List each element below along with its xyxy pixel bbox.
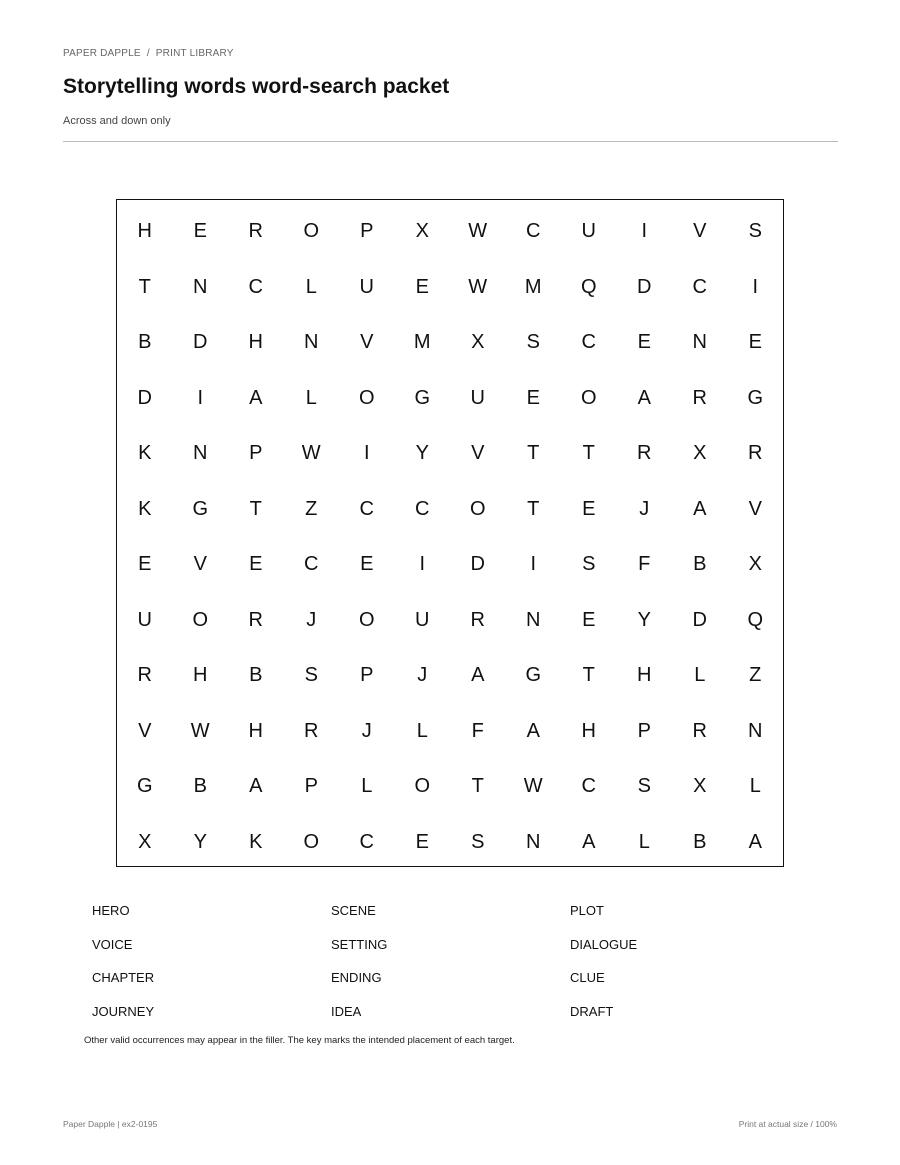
grid-cell: Y xyxy=(193,830,207,853)
word-list-item: CHAPTER xyxy=(92,970,155,985)
grid-cell: E xyxy=(415,275,429,298)
grid-cell: R xyxy=(304,719,319,742)
grid-cell: W xyxy=(190,719,210,742)
grid-cell: D xyxy=(470,553,485,576)
grid-cell: O xyxy=(469,497,486,520)
grid-cell: W xyxy=(301,442,321,465)
grid-cell: H xyxy=(248,331,263,354)
grid-cell: X xyxy=(471,331,485,354)
grid-cell: S xyxy=(748,220,762,243)
grid-cell: C xyxy=(581,331,596,354)
grid-cell: H xyxy=(581,719,596,742)
grid-cell: U xyxy=(137,608,152,631)
grid-cell: L xyxy=(749,775,761,798)
grid-cell: I xyxy=(197,386,204,409)
grid-cell: O xyxy=(580,386,597,409)
grid-cell: X xyxy=(138,830,152,853)
grid-cell: C xyxy=(526,220,541,243)
grid-cell: N xyxy=(193,442,208,465)
grid-cell: W xyxy=(523,775,543,798)
grid-cell: H xyxy=(637,664,652,687)
grid-cell: G xyxy=(525,664,542,687)
grid-cell: O xyxy=(192,608,209,631)
grid-cell: S xyxy=(582,553,596,576)
grid-cell: L xyxy=(416,719,428,742)
grid-cell: D xyxy=(193,331,208,354)
grid-cell: A xyxy=(748,830,762,853)
grid-cell: A xyxy=(249,386,263,409)
grid-cell: G xyxy=(136,775,153,798)
grid-cell: C xyxy=(248,275,263,298)
grid-cell: O xyxy=(303,220,320,243)
grid-cell: H xyxy=(248,719,263,742)
grid-cell: I xyxy=(530,553,537,576)
grid-cell: A xyxy=(249,775,263,798)
word-list-item: SCENE xyxy=(331,903,376,918)
grid-cell: E xyxy=(360,553,374,576)
word-list-item: PLOT xyxy=(570,903,604,918)
puzzle-note: Other valid occurrences may appear in the filler. The key marks the intended placement of each target. xyxy=(84,1035,515,1046)
word-list-item: ENDING xyxy=(331,970,382,985)
grid-cell: D xyxy=(692,608,707,631)
word-search-grid xyxy=(116,199,784,867)
grid-cell: A xyxy=(526,719,540,742)
grid-cell: Y xyxy=(637,608,651,631)
grid-cell: C xyxy=(359,497,374,520)
grid-cell: G xyxy=(414,386,431,409)
breadcrumb-section[interactable]: PRINT LIBRARY xyxy=(155,48,234,59)
grid-cell: O xyxy=(414,775,431,798)
grid-cell: W xyxy=(468,220,488,243)
grid-cell: B xyxy=(693,830,707,853)
grid-cell: Q xyxy=(580,275,597,298)
grid-cell: T xyxy=(582,664,595,687)
grid-cell: A xyxy=(582,830,596,853)
grid-cell: L xyxy=(361,775,373,798)
word-list-item: IDEA xyxy=(331,1003,362,1019)
grid-cell: I xyxy=(641,220,648,243)
grid-cell: E xyxy=(526,386,540,409)
grid-cell: S xyxy=(526,331,540,354)
grid-cell: R xyxy=(748,442,763,465)
grid-cell: F xyxy=(638,553,651,576)
grid-cell: C xyxy=(304,553,319,576)
grid-cell: E xyxy=(748,331,762,354)
grid-cell: E xyxy=(415,830,429,853)
word-list-item: DIALOGUE xyxy=(570,936,638,952)
grid-cell: J xyxy=(361,719,372,742)
grid-cell: O xyxy=(358,386,375,409)
grid-cell: C xyxy=(415,497,430,520)
grid-cell: N xyxy=(692,331,707,354)
breadcrumb xyxy=(63,48,234,59)
grid-cell: R xyxy=(692,719,707,742)
grid-cell: A xyxy=(637,386,651,409)
grid-cell: R xyxy=(248,608,263,631)
grid-cell: R xyxy=(470,608,485,631)
grid-cell: Z xyxy=(749,664,762,687)
page-subtitle: Across and down only xyxy=(63,115,171,127)
word-list xyxy=(92,903,812,1037)
grid-cell: O xyxy=(303,830,320,853)
grid-cell: N xyxy=(526,830,541,853)
grid-cell: P xyxy=(249,442,263,465)
grid-cell: K xyxy=(249,830,263,853)
grid-cell: V xyxy=(693,220,707,243)
grid-cell: B xyxy=(693,553,707,576)
grid-cell: H xyxy=(137,220,152,243)
grid-cell: R xyxy=(692,386,707,409)
grid-cell: X xyxy=(693,775,707,798)
grid-cell: L xyxy=(694,664,706,687)
grid-cell: T xyxy=(527,442,540,465)
grid-cell: W xyxy=(468,275,488,298)
grid-cell: E xyxy=(193,220,207,243)
grid-cell: Y xyxy=(415,442,429,465)
grid-cell: R xyxy=(137,664,152,687)
grid-cell: C xyxy=(692,275,707,298)
grid-cell: N xyxy=(526,608,541,631)
grid-cell: S xyxy=(304,664,318,687)
grid-cell: M xyxy=(524,275,542,298)
grid-cell: T xyxy=(582,442,595,465)
grid-cell: F xyxy=(471,719,484,742)
grid-cell: O xyxy=(358,608,375,631)
grid-cell: U xyxy=(415,608,430,631)
grid-cell: R xyxy=(637,442,652,465)
word-list-item: VOICE xyxy=(92,936,133,952)
grid-cell: A xyxy=(471,664,485,687)
grid-cell: N xyxy=(748,719,763,742)
grid-cell: X xyxy=(415,220,429,243)
grid-cell: N xyxy=(193,275,208,298)
grid-cell: T xyxy=(249,497,262,520)
grid-cell: G xyxy=(192,497,209,520)
footer-id: Paper Dapple | ex2-0195 xyxy=(63,1119,158,1129)
word-list-item: HERO xyxy=(92,903,130,918)
grid-cell: V xyxy=(360,331,374,354)
grid-cell: P xyxy=(360,220,374,243)
grid-cell: D xyxy=(137,386,152,409)
grid-cell: A xyxy=(693,497,707,520)
grid-cell: E xyxy=(582,497,596,520)
grid-cell: H xyxy=(193,664,208,687)
grid-cell: Q xyxy=(747,608,764,631)
grid-cell: V xyxy=(748,497,762,520)
grid-cell: L xyxy=(638,830,650,853)
grid-cell: K xyxy=(138,497,152,520)
grid-cell: J xyxy=(417,664,428,687)
grid-cell: U xyxy=(470,386,485,409)
grid-cell: Z xyxy=(305,497,318,520)
grid-cell: X xyxy=(748,553,762,576)
page-title: Storytelling words word-search packet xyxy=(63,75,450,98)
word-list-item: CLUE xyxy=(570,970,605,985)
grid-cell: E xyxy=(138,553,152,576)
grid-cell: T xyxy=(527,497,540,520)
grid-cell: U xyxy=(581,220,596,243)
breadcrumb-site[interactable]: PAPER DAPPLE xyxy=(63,48,141,59)
grid-cell: J xyxy=(639,497,650,520)
grid-cell: C xyxy=(359,830,374,853)
word-list-item: DRAFT xyxy=(570,1003,614,1019)
grid-cell: E xyxy=(582,608,596,631)
footer-print-hint: Print at actual size / 100% xyxy=(738,1119,837,1129)
word-list-item: JOURNEY xyxy=(92,1003,155,1019)
grid-cell: R xyxy=(248,220,263,243)
grid-cell: E xyxy=(249,553,263,576)
grid-cell: I xyxy=(752,275,759,298)
grid-cell: C xyxy=(581,775,596,798)
grid-cell: V xyxy=(193,553,207,576)
grid-cell: P xyxy=(304,775,318,798)
breadcrumb-separator: / xyxy=(146,48,150,59)
grid-cell: P xyxy=(637,719,651,742)
grid-cell: V xyxy=(138,719,152,742)
grid-cell: X xyxy=(693,442,707,465)
grid-cell: B xyxy=(138,331,152,354)
grid-cell: L xyxy=(305,386,317,409)
grid-cell: T xyxy=(138,275,151,298)
grid-cell: B xyxy=(249,664,263,687)
grid-cell: V xyxy=(471,442,485,465)
grid-cell: L xyxy=(305,275,317,298)
grid-cell: J xyxy=(306,608,317,631)
grid-cell: B xyxy=(193,775,207,798)
word-list-item: SETTING xyxy=(331,936,388,952)
grid-cell: I xyxy=(363,442,370,465)
grid-cell: P xyxy=(360,664,374,687)
grid-cell: E xyxy=(637,331,651,354)
header-divider xyxy=(63,141,838,142)
grid-cell: S xyxy=(471,830,485,853)
grid-cell: K xyxy=(138,442,152,465)
grid-cell: G xyxy=(747,386,764,409)
grid-cell: S xyxy=(637,775,651,798)
grid-cell: T xyxy=(471,775,484,798)
grid-cell: M xyxy=(413,331,431,354)
grid-cell: U xyxy=(359,275,374,298)
grid-cell: D xyxy=(637,275,652,298)
grid-cell: I xyxy=(419,553,426,576)
grid-cell: N xyxy=(304,331,319,354)
